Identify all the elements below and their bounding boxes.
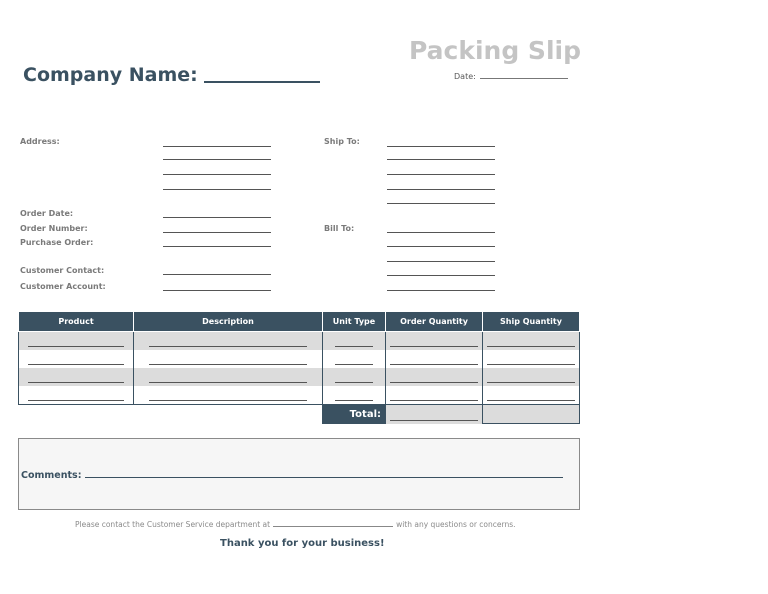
ship-to-label: Ship To: bbox=[324, 137, 360, 146]
unit-type-cell[interactable] bbox=[323, 368, 386, 386]
customer-contact-label: Customer Contact: bbox=[20, 266, 105, 275]
address-line-3[interactable] bbox=[163, 174, 271, 175]
order-quantity-cell[interactable] bbox=[386, 386, 483, 405]
address-label: Address: bbox=[20, 137, 60, 146]
bill-to-line-3[interactable] bbox=[387, 261, 495, 262]
page-title: Packing Slip bbox=[409, 36, 581, 65]
order-quantity-cell[interactable] bbox=[386, 350, 483, 368]
company-name-field bbox=[23, 64, 320, 86]
order-date-line[interactable] bbox=[163, 217, 271, 218]
address-line-1[interactable] bbox=[163, 146, 271, 147]
customer-account-label: Customer Account: bbox=[20, 282, 106, 291]
date-blank[interactable] bbox=[480, 70, 568, 79]
contact-note bbox=[75, 519, 516, 529]
ship-quantity-header: Ship Quantity bbox=[483, 312, 580, 332]
contact-blank[interactable] bbox=[273, 519, 393, 527]
unit-type-cell[interactable] bbox=[323, 350, 386, 368]
order-quantity-cell[interactable] bbox=[386, 368, 483, 386]
ship-to-line-2[interactable] bbox=[387, 159, 495, 160]
product-cell[interactable] bbox=[19, 368, 134, 386]
bill-to-line-2[interactable] bbox=[387, 246, 495, 247]
company-name-blank[interactable] bbox=[204, 64, 320, 83]
contact-text-after: with any questions or concerns. bbox=[396, 520, 516, 529]
date-field bbox=[454, 70, 568, 81]
bill-to-line-1[interactable] bbox=[387, 232, 495, 233]
description-cell[interactable] bbox=[134, 332, 323, 351]
table-row bbox=[19, 350, 580, 368]
product-cell[interactable] bbox=[19, 350, 134, 368]
ship-quantity-cell[interactable] bbox=[483, 332, 580, 351]
address-line-2[interactable] bbox=[163, 159, 271, 160]
table-header-row bbox=[19, 312, 580, 332]
order-quantity-total-cell[interactable] bbox=[386, 405, 483, 424]
ship-quantity-cell[interactable] bbox=[483, 350, 580, 368]
unit-type-header: Unit Type bbox=[323, 312, 386, 332]
ship-to-line-1[interactable] bbox=[387, 146, 495, 147]
unit-type-cell[interactable] bbox=[323, 332, 386, 351]
order-number-line[interactable] bbox=[163, 232, 271, 233]
unit-type-cell[interactable] bbox=[323, 386, 386, 405]
bill-to-label: Bill To: bbox=[324, 224, 355, 233]
product-cell[interactable] bbox=[19, 332, 134, 351]
ship-quantity-cell[interactable] bbox=[483, 386, 580, 405]
customer-contact-line[interactable] bbox=[163, 274, 271, 275]
description-cell[interactable] bbox=[134, 368, 323, 386]
items-table bbox=[18, 311, 580, 424]
order-quantity-header: Order Quantity bbox=[386, 312, 483, 332]
description-cell[interactable] bbox=[134, 350, 323, 368]
empty-cell bbox=[19, 405, 134, 424]
contact-text-before: Please contact the Customer Service department at bbox=[75, 520, 271, 529]
ship-to-line-5[interactable] bbox=[387, 203, 495, 204]
empty-cell bbox=[134, 405, 323, 424]
ship-to-line-3[interactable] bbox=[387, 174, 495, 175]
order-number-label: Order Number: bbox=[20, 224, 88, 233]
ship-quantity-cell[interactable] bbox=[483, 368, 580, 386]
total-row bbox=[19, 405, 580, 424]
comments-field bbox=[21, 468, 563, 481]
thank-you-message: Thank you for your business! bbox=[220, 538, 385, 549]
ship-to-line-4[interactable] bbox=[387, 189, 495, 190]
product-cell[interactable] bbox=[19, 386, 134, 405]
product-header: Product bbox=[19, 312, 134, 332]
table-row bbox=[19, 386, 580, 405]
order-date-label: Order Date: bbox=[20, 209, 74, 218]
description-cell[interactable] bbox=[134, 386, 323, 405]
date-label: Date: bbox=[454, 72, 476, 81]
purchase-order-label: Purchase Order: bbox=[20, 238, 94, 247]
table-row bbox=[19, 368, 580, 386]
bill-to-line-5[interactable] bbox=[387, 290, 495, 291]
comments-line[interactable] bbox=[85, 468, 563, 478]
comments-label: Comments: bbox=[21, 470, 82, 481]
company-name-label: Company Name: bbox=[23, 64, 198, 86]
address-line-4[interactable] bbox=[163, 189, 271, 190]
customer-account-line[interactable] bbox=[163, 290, 271, 291]
comments-box[interactable] bbox=[18, 438, 580, 510]
table-row bbox=[19, 332, 580, 351]
purchase-order-line[interactable] bbox=[163, 246, 271, 247]
ship-quantity-total-cell[interactable] bbox=[483, 405, 580, 424]
total-label: Total: bbox=[323, 405, 386, 424]
description-header: Description bbox=[134, 312, 323, 332]
bill-to-line-4[interactable] bbox=[387, 275, 495, 276]
order-quantity-cell[interactable] bbox=[386, 332, 483, 351]
